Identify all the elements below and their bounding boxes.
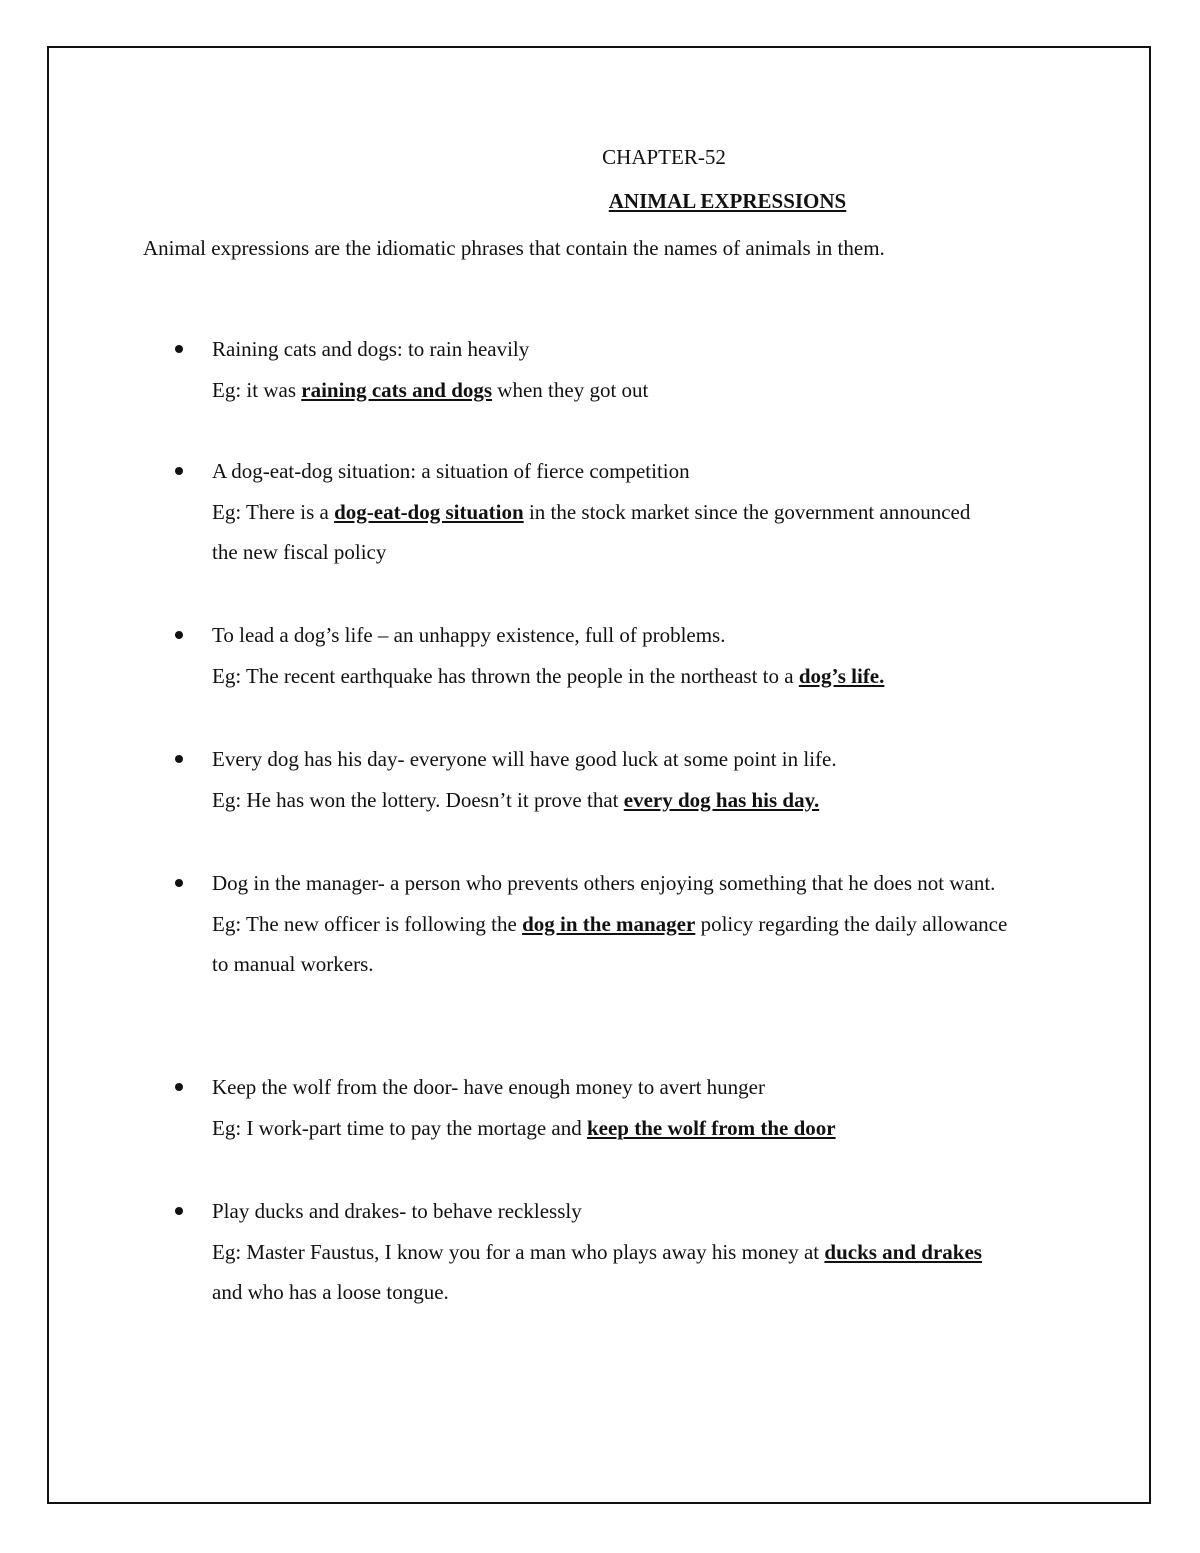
bullet-icon (174, 739, 184, 780)
bullet-icon (174, 1191, 184, 1232)
intro-paragraph: Animal expressions are the idiomatic phrases that contain the names of animals in them. (143, 236, 885, 260)
item-definition: Dog in the manager- a person who prevents others enjoying something that he does not want. (212, 871, 996, 895)
item-example: Eg: The recent earthquake has thrown the people in the northeast to a dog’s life. (212, 663, 885, 688)
idiom-highlight: dog-eat-dog situation (334, 499, 524, 524)
bullet-icon (174, 329, 184, 370)
bullet-icon (174, 615, 184, 656)
list-item (212, 1067, 1052, 1148)
list-item (212, 329, 1052, 410)
item-example: Eg: it was raining cats and dogs when they got out (212, 377, 649, 402)
item-example: Eg: Master Faustus, I know you for a man who plays away his money at ducks and drakes and who has a loose tongue. (212, 1239, 982, 1304)
list-item (212, 615, 1052, 696)
item-definition: Play ducks and drakes- to behave recklessly (212, 1199, 582, 1223)
bullet-icon (174, 1067, 184, 1108)
idiom-highlight: raining cats and dogs (301, 377, 493, 402)
item-definition: Raining cats and dogs: to rain heavily (212, 337, 530, 361)
page-title: ANIMAL EXPRESSIONS (608, 189, 847, 213)
list-item (212, 451, 1052, 573)
list-item (212, 1191, 1052, 1313)
item-definition: Every dog has his day- everyone will have good luck at some point in life. (212, 747, 837, 771)
idiom-highlight: dog in the manager (522, 911, 696, 936)
item-example: Eg: I work-part time to pay the mortage and keep the wolf from the door (212, 1115, 836, 1140)
chapter-heading: CHAPTER-52 (602, 145, 726, 169)
idiom-highlight: dog’s life. (798, 663, 885, 688)
bullet-icon (174, 451, 184, 492)
item-example: Eg: He has won the lottery. Doesn’t it prove that every dog has his day. (212, 787, 820, 812)
list-item (212, 739, 1052, 820)
item-definition: A dog-eat-dog situation: a situation of fierce competition (212, 459, 690, 483)
item-example: Eg: There is a dog-eat-dog situation in the stock market since the government announced the new fiscal policy (212, 499, 971, 564)
item-definition: Keep the wolf from the door- have enough money to avert hunger (212, 1075, 765, 1099)
idiom-highlight: ducks and drakes (824, 1239, 982, 1264)
item-example: Eg: The new officer is following the dog in the manager policy regarding the daily allowance to manual workers. (212, 911, 1008, 976)
list-item (212, 863, 1052, 985)
idiom-highlight: every dog has his day. (623, 787, 820, 812)
idiom-highlight: keep the wolf from the door (586, 1115, 836, 1140)
bullet-icon (174, 863, 184, 904)
item-definition: To lead a dog’s life – an unhappy existence, full of problems. (212, 623, 726, 647)
